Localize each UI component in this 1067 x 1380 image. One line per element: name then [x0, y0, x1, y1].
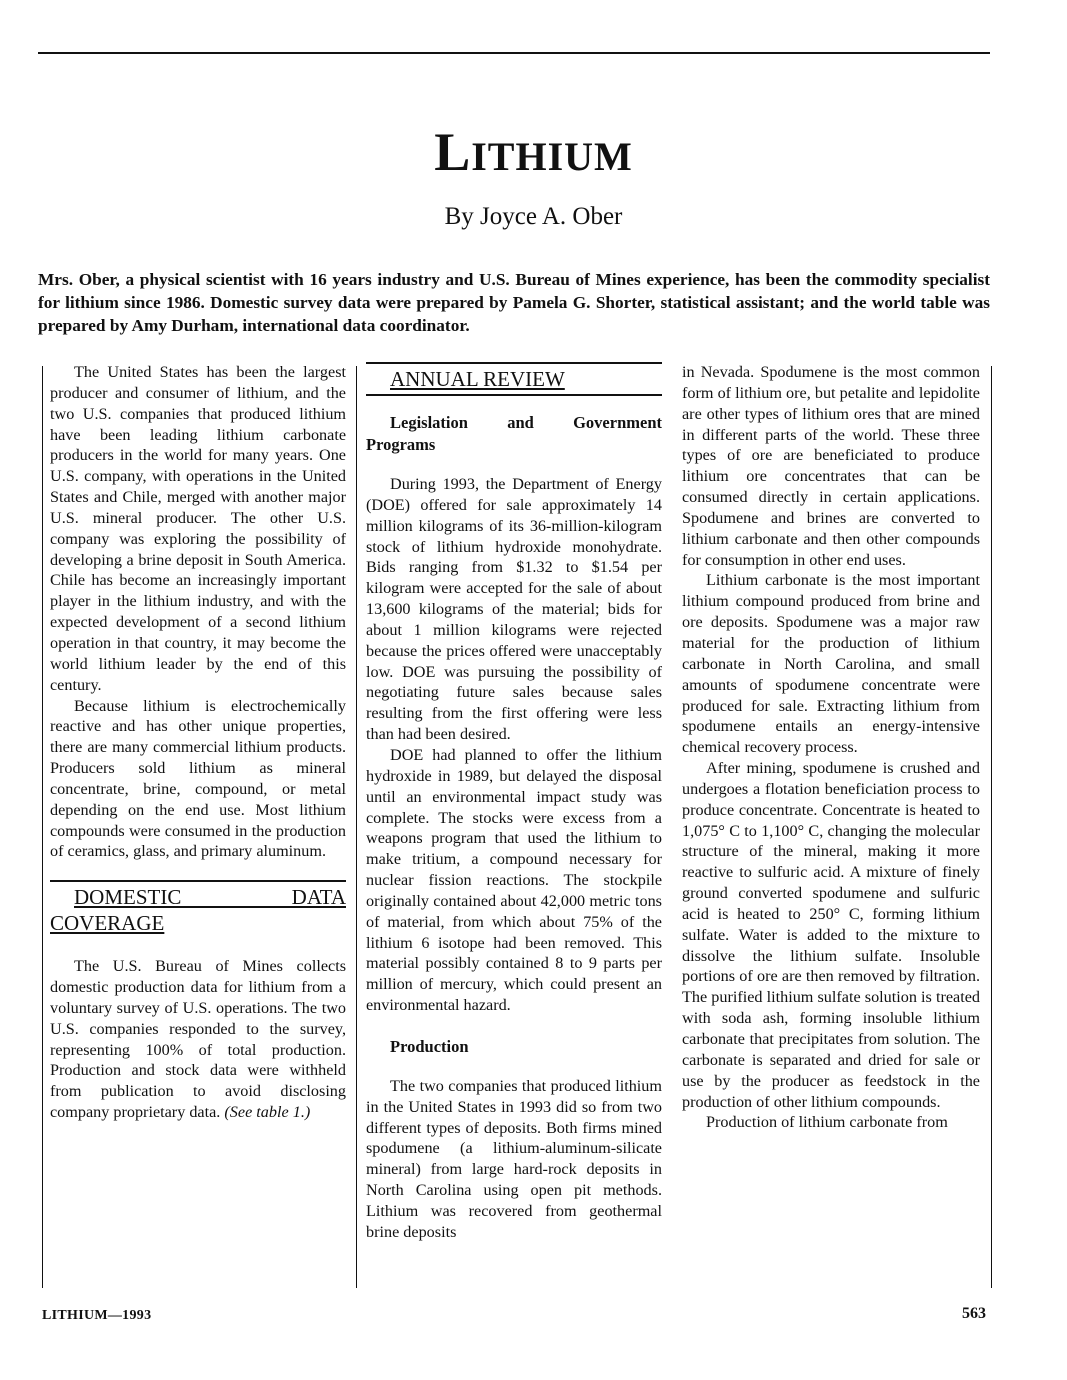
page-title: LITHIUM: [434, 122, 633, 182]
section-heading-domestic-data-coverage: DOMESTIC DATA COVERAGE: [50, 885, 346, 936]
paragraph: The U.S. Bureau of Mines collects domestic production data for lithium from a voluntary survey of U.S. operations. The two U.S. companies responded to the survey, representing 100% of total production. Production and stock data were withheld from publication to avoid disclosing company proprietary data. (See table 1.): [50, 957, 346, 1122]
column-3: [682, 362, 980, 1133]
column-rule-left: [42, 366, 43, 1288]
paragraph: During 1993, the Department of Energy (DOE) offered for sale approximately 14 million kilograms of its 36-million-kilogram stock of lithium hydroxide monohydrate. Bids ranging from $1.32 to $1.54 per kilogram were accepted for the sale of about 13,600 kilograms of the material; bids for about 1 million kilograms were rejected because the prices offered were unacceptably low. DOE was pursuing the possibility of negotiating future sales because sales resulting from the first offering were less than had been desired.: [366, 475, 662, 744]
paragraph: After mining, spodumene is crushed and undergoes a flotation beneficiation process to produce concentrate. Concentrate is heated to 1,075° C to 1,100° C, changing the molecular structure of the mineral, making it more reactive to sulfuric acid. A mixture of finely ground converted spodumene and sulfuric acid is heated to 250° C, forming lithium sulfate. Water is added to the mixture to dissolve the lithium sulfate. Insoluble portions of ore are then removed by filtration. The purified lithium sulfate solution is treated with soda ash, forming insoluble lithium carbonate that precipitates from solution. The carbonate is separated and dried for sale or use by the producer as feedstock in the production of other lithium compounds.: [682, 759, 980, 1111]
author-note: Mrs. Ober, a physical scientist with 16 years industry and U.S. Bureau of Mines experience, has been the commodity specialist for lithium since 1986. Domestic survey data were prepared by Pamela G. Shorter, statistical assistant; and the world table was prepared by Amy Durham, international data coordinator.: [38, 270, 990, 335]
table-reference: (See table 1.): [224, 1103, 311, 1122]
column-rule-middle: [356, 366, 357, 1288]
paragraph: Because lithium is electrochemically reactive and has other unique properties, there are many commercial lithium products. Producers sold lithium as mineral concentrate, brine, compound, or metal depending on the end use. Most lithium compounds were consumed in the production of ceramics, glass, and primary aluminum.: [50, 696, 346, 861]
top-rule: [38, 52, 990, 54]
column-1: [50, 362, 346, 1123]
subheading-production: Production: [390, 1036, 469, 1056]
paragraph: Production of lithium carbonate from: [706, 1113, 948, 1132]
paragraph: The United States has been the largest producer and consumer of lithium, and the two U.S. companies that produced lithium have been leading lithium carbonate producers in the world for many years. One U.S. company, with operations in the United States and Chile, merged with another major U.S. mineral producer. The other U.S. company was exploring the possibility of developing a brine deposit in South America. Chile has become an increasingly important player in the lithium industry, and with the expected development of a second lithium operation in that country, it may become the world lithium leader by the end of this century.: [50, 363, 346, 694]
section-heading-annual-review: ANNUAL REVIEW: [366, 364, 662, 396]
byline: By Joyce A. Ober: [444, 203, 623, 230]
column-rule-right: [991, 366, 992, 1288]
paragraph: in Nevada. Spodumene is the most common form of lithium ore, but petalite and lepidolite are other types of lithium ores that are mined in different parts of the world. These three types of ore are beneficiated to produce lithium ore concentrates that can be consumed directly in certain applications. Spodumene and brines are converted to lithium carbonate and then other compounds for consumption in other end uses.: [682, 363, 980, 569]
column-2: [366, 362, 662, 1243]
paragraph: DOE had planned to offer the lithium hydroxide in 1989, but delayed the disposal until an environmental impact study was complete. The stocks were excess from a weapons program that used the lithium to make tritium, a compound necessary for nuclear fission reactions. The stockpile originally contained about 42,000 metric tons of material, from which about 75% of the lithium 6 isotope had been removed. This material possibly contained 8 to 9 parts per million of mercury, which could present an environmental hazard.: [366, 745, 662, 1015]
paragraph: The two companies that produced lithium in the United States in 1993 did so from two different types of deposits. Both firms mined spodumene (a lithium-aluminum-silicate mineral) from large hard-rock deposits in North Carolina using open pit methods. Lithium was recovered from geothermal brine deposits: [366, 1076, 662, 1241]
paragraph: Lithium carbonate is the most important lithium compound produced from brine and ore deposits. Spodumene was a major raw material for the production of lithium carbonate in North Carolina, and small amounts of spodumene concentrate were produced for sale. Extracting lithium from spodumene entails an energy-intensive chemical recovery process.: [682, 571, 980, 757]
page-number: 563: [962, 1305, 986, 1322]
running-title: LITHIUM—1993: [42, 1308, 152, 1323]
subheading-legislation: Legislation and Government Programs: [366, 413, 662, 454]
